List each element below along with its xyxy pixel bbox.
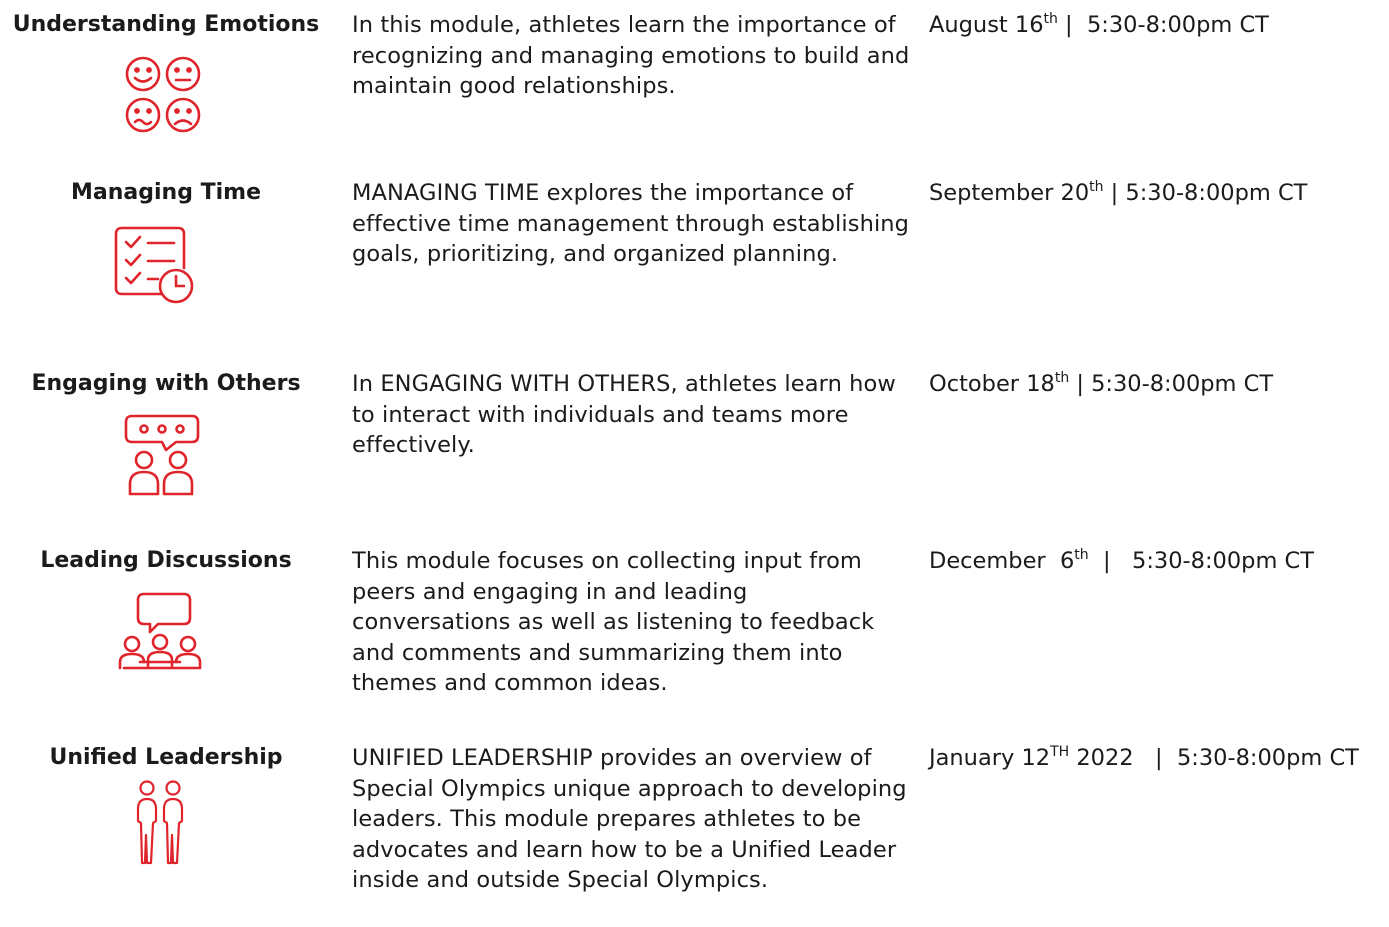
module-date: December 6th | 5:30-8:00pm CT [929, 547, 1314, 574]
two-people-icon [135, 779, 185, 867]
module-description: In ENGAGING WITH OTHERS, athletes learn how to interact with individuals and teams more effectively. [352, 371, 896, 458]
group-discussion-icon [118, 590, 204, 674]
module-description: UNIFIED LEADERSHIP provides an overview of Special Olympics unique approach to developing leaders. This module prepares athletes to be advocates and learn how to be a Unified Leader inside and outside Special Olympics. [352, 745, 907, 893]
module-date: September 20th | 5:30-8:00pm CT [929, 179, 1308, 206]
module-description: This module focuses on collecting input from peers and engaging in and leading conversations as well as listening to feedback and comments and summarizing them into themes and common ideas. [352, 548, 875, 696]
module-title: Engaging with Others [31, 371, 301, 396]
module-title: Managing Time [71, 180, 261, 205]
module-date: October 18th | 5:30-8:00pm CT [929, 370, 1274, 397]
checklist-clock-icon [112, 224, 196, 308]
module-date: August 16th | 5:30-8:00pm CT [929, 11, 1269, 38]
emotions-faces-icon [121, 52, 211, 142]
people-chat-icon [122, 412, 210, 498]
module-title: Unified Leadership [49, 745, 283, 770]
module-date: January 12TH 2022 | 5:30-8:00pm CT [929, 744, 1359, 771]
module-description: MANAGING TIME explores the importance of effective time management through establishing goals, prioritizing, and organized planning. [352, 180, 910, 267]
module-title: Leading Discussions [40, 548, 292, 573]
module-title: Understanding Emotions [12, 12, 320, 37]
module-description: In this module, athletes learn the importance of recognizing and managing emotions to build and maintain good relationships. [352, 12, 910, 99]
